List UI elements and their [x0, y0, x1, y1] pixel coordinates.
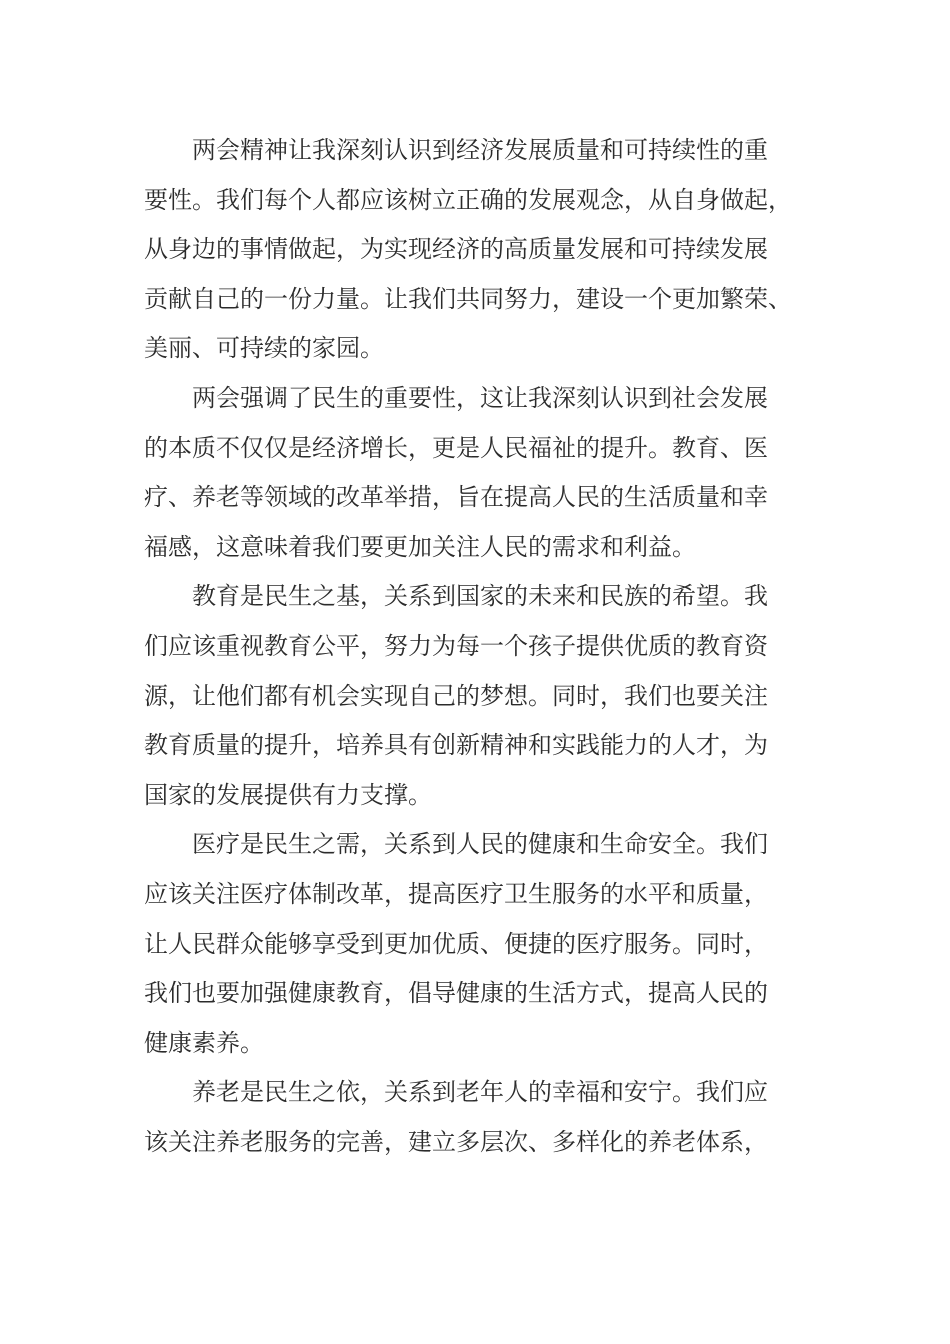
- paragraph-livelihood: [144, 374, 806, 572]
- paragraph-economic-quality: [144, 126, 806, 374]
- text-line: 教育质量的提升，培养具有创新精神和实践能力的人才，为: [144, 731, 768, 760]
- text-line: 教育是民生之基，关系到国家的未来和民族的希望。我: [192, 582, 768, 611]
- text-line: 美丽、可持续的家园。: [144, 334, 384, 363]
- text-line: 们应该重视教育公平，努力为每一个孩子提供优质的教育资: [144, 631, 768, 660]
- text-line: 福感，这意味着我们要更加关注人民的需求和利益。: [144, 532, 696, 561]
- text-line: 健康素养。: [144, 1028, 264, 1057]
- text-line: 养老是民生之依，关系到老年人的幸福和安宁。我们应: [192, 1078, 768, 1107]
- text-line: 从身边的事情做起，为实现经济的高质量发展和可持续发展: [144, 235, 768, 264]
- text-line: 医疗是民生之需，关系到人民的健康和生命安全。我们: [192, 830, 768, 859]
- text-line: 的本质不仅仅是经济增长，更是人民福祉的提升。教育、医: [144, 433, 768, 462]
- text-line: 国家的发展提供有力支撑。: [144, 780, 432, 809]
- text-line: 源，让他们都有机会实现自己的梦想。同时，我们也要关注: [144, 681, 768, 710]
- paragraph-education: [144, 572, 806, 820]
- text-line: 两会精神让我深刻认识到经济发展质量和可持续性的重: [192, 136, 768, 164]
- text-line: 应该关注医疗体制改革，提高医疗卫生服务的水平和质量，: [144, 879, 768, 908]
- paragraph-healthcare: [144, 820, 806, 1068]
- text-line: 两会强调了民生的重要性，这让我深刻认识到社会发展: [192, 383, 768, 412]
- text-line: 让人民群众能够享受到更加优质、便捷的医疗服务。同时，: [144, 929, 768, 958]
- text-line: 贡献自己的一份力量。让我们共同努力，建设一个更加繁荣、: [144, 284, 792, 313]
- text-line: 我们也要加强健康教育，倡导健康的生活方式，提高人民的: [144, 979, 768, 1008]
- text-line: 疗、养老等领域的改革举措，旨在提高人民的生活质量和幸: [144, 483, 768, 512]
- paragraph-elderly-care: [144, 1068, 806, 1167]
- text-line: 该关注养老服务的完善，建立多层次、多样化的养老体系，: [144, 1127, 768, 1156]
- text-line: 要性。我们每个人都应该树立正确的发展观念，从自身做起，: [144, 185, 792, 214]
- document-body: [144, 126, 806, 1167]
